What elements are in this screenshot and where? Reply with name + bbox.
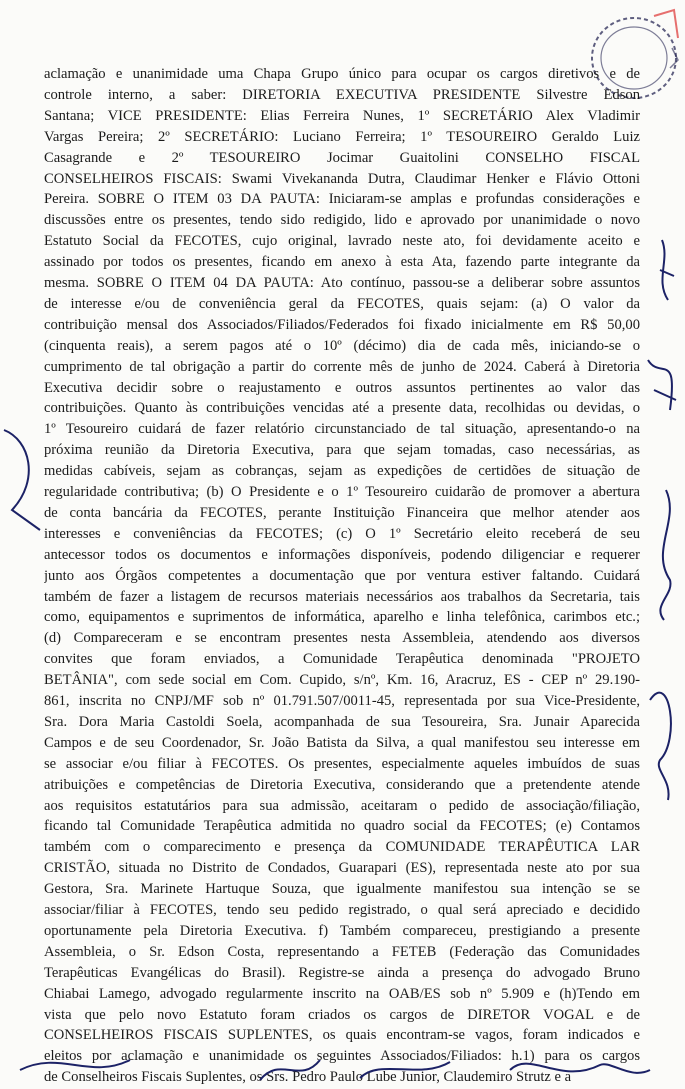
document-line: junto aos Órgãos competentes a documentação que por ventura estiver faltando. Cuidará [44, 567, 640, 584]
document-line: de interesse e/ou de conveniência geral da FECOTES, quais sejam: (a) O valor da [44, 295, 640, 312]
document-line: também com o comparecimento e presença da COMUNIDADE TERAPÊUTICA LAR [44, 839, 640, 856]
document-line: Assembleia, o Sr. Edson Costa, representando a FETEB (Federação das Comunidades [44, 943, 640, 960]
document-line: controle interno, a saber: DIRETORIA EXECUTIVA PRESIDENTE Silvestre Edson [44, 86, 640, 103]
document-line: Campos e de seu Coordenador, Sr. João Batista da Silva, a qual manifestou seu interesse em [44, 734, 640, 751]
document-line: discussões entre os presentes, tendo sido redigido, lido e aprovado por unanimidade o novo [44, 212, 640, 229]
document-line: como, equipamentos e suprimentos de informática, aparelho e linha telefônica, carimbos etc.; [44, 609, 640, 626]
document-line: atribuições e competências de Diretoria Executiva, considerando que a pretendente atende [44, 776, 640, 793]
document-line: ficando tal Comunidade Terapêutica admitida no quadro social da FECOTES; (e) Contamos [44, 818, 640, 835]
document-line: interesses e conveniências da FECOTES; (c) O 1º Secretário eleito receberá de seu [44, 525, 640, 542]
document-line: CONSELHEIROS FISCAIS: Swami Vivekananda Dutra, Claudimar Henker e Flávio Ottoni [44, 170, 640, 187]
left-margin-rubric [0, 420, 44, 540]
document-line: (d) Compareceram e se encontram presentes nesta Assembleia, atendendo aos diversos [44, 630, 640, 647]
document-line: mesma. SOBRE O ITEM 04 DA PAUTA: Ato contínuo, passou-se a deliberar sobre assuntos [44, 275, 640, 291]
document-line: regularidade contributiva; (b) O Presidente e o 1º Tesoureiro cuidarão de promover a abertura [44, 484, 640, 500]
document-line: Santana; VICE PRESIDENTE: Elias Ferreira Nunes, 1º SECRETÁRIO Alex Vladimir [44, 107, 640, 124]
document-line: próxima reunião da Diretoria Executiva, para que sejam tomadas, caso necessárias, as [44, 442, 640, 459]
document-line: Chiabai Lamego, advogado regularmente inscrito na OAB/ES sob nº 5.909 e (h)Tendo em [44, 985, 640, 1002]
document-line: aos requisitos estatutários para sua admissão, aceitaram o pedido de associação/filiação, [44, 797, 640, 814]
document-line: assinado por todos os presentes, ficando em anexo à esta Ata, fazendo parte integrante da [44, 254, 640, 271]
document-line: de conta bancária da FECOTES, perante Instituição Financeira que melhor atender aos [44, 504, 640, 521]
document-line: Estatuto Social da FECOTES, cujo original, lavrado neste ato, foi devidamente aceito e [44, 233, 640, 250]
document-line: contribuições. Quanto às contribuições vencidas até a presente data, recolhidas ou devidas, o [44, 400, 640, 417]
document-line: CONSELHEIROS FISCAIS SUPLENTES, os quais encontram-se vagos, foram indicados e [44, 1027, 640, 1044]
document-line: se associar e/ou filiar à FECOTES. Os presentes, especialmente aqueles imbuídos de suas [44, 755, 640, 772]
document-line: 1º Tesoureiro cuidará de fazer relatório circunstanciado de tal situação, apresentando-o na [44, 421, 640, 438]
document-line: Executiva decidir sobre o reajustamento e outros assuntos pertinentes ao valor das [44, 379, 640, 396]
document-line: Casagrande e 2º TESOUREIRO Jocimar Guaitolini CONSELHO FISCAL [44, 149, 640, 166]
document-line: contribuição mensal dos Associados/Filiados/Federados foi fixado inicialmente em R$ 50,00 [44, 316, 640, 333]
document-line: 861, inscrita no CNPJ/MF sob nº 01.791.507/0011-45, representada por sua Vice-Presidente, [44, 693, 640, 709]
document-line: convites que foram enviados, a Comunidade Terapêutica denominada "PROJETO [44, 651, 640, 668]
document-line: Sra. Dora Maria Castoldi Soela, acompanhada de sua Tesoureira, Sra. Junair Aparecida [44, 713, 640, 730]
document-line: (cinquenta reais), a serem pagos até o 10º (décimo) dia de cada mês, iniciando-se o [44, 337, 640, 354]
bottom-signatures [0, 1040, 685, 1089]
margin-rubrics [640, 200, 685, 820]
document-line: medidas cabíveis, sejam as cobranças, sejam as expedições de certidões de situação de [44, 463, 640, 480]
document-line: oportunamente pela Diretoria Executiva. f) Também compareceu, prestigiando a presente [44, 922, 640, 939]
document-line: aclamação e unanimidade uma Chapa Grupo único para ocupar os cargos diretivos e de [44, 66, 640, 82]
document-line: Pereira. SOBRE O ITEM 03 DA PAUTA: Iniciaram-se amplas e profundas considerações e [44, 191, 640, 208]
document-line: eleitos por aclamação e unanimidade os seguintes Associados/Filiados: h.1) para os cargos [44, 1048, 640, 1065]
document-line: Terapêuticas Evangélicas do Brasil). Registre-se ainda a presença do advogado Bruno [44, 964, 640, 981]
document-line: BETÂNIA", com sede social em Com. Cupido, s/nº, Km. 16, Aracruz, ES - CEP nº 29.190- [44, 672, 640, 689]
document-line: associar/filiar à FECOTES, tendo seu pedido registrado, o qual será apreciado e decidido [44, 902, 640, 918]
document-line: também de fazer a listagem de recursos materiais necessários aos trabalhos da Secretaria, tais [44, 588, 640, 605]
document-line: cumprimento de tal obrigação a partir do corrente mês de junho de 2024. Caberá à Diretoria [44, 358, 640, 375]
document-line: Vargas Pereira; 2º SECRETÁRIO: Luciano Ferreira; 1º TESOUREIRO Geraldo Luiz [44, 128, 640, 145]
document-line: CRISTÃO, situada no Distrito de Condados, Guarapari (ES), representada neste ato por sua [44, 860, 640, 877]
document-line: antecessor todos os documentos e informações disponíveis, podendo diligenciar e requerer [44, 546, 640, 563]
document-line: Gestora, Sra. Marinete Hartuque Souza, que igualmente manifestou sua intenção se se [44, 881, 640, 898]
document-line: vista que pelo novo Estatuto foram criados os cargos de DIRETOR VOGAL e de [44, 1006, 640, 1023]
document-line: de Conselheiros Fiscais Suplentes, os Srs. Pedro Paulo Lube Junior, Claudemiro Strutz e a [44, 1069, 572, 1086]
